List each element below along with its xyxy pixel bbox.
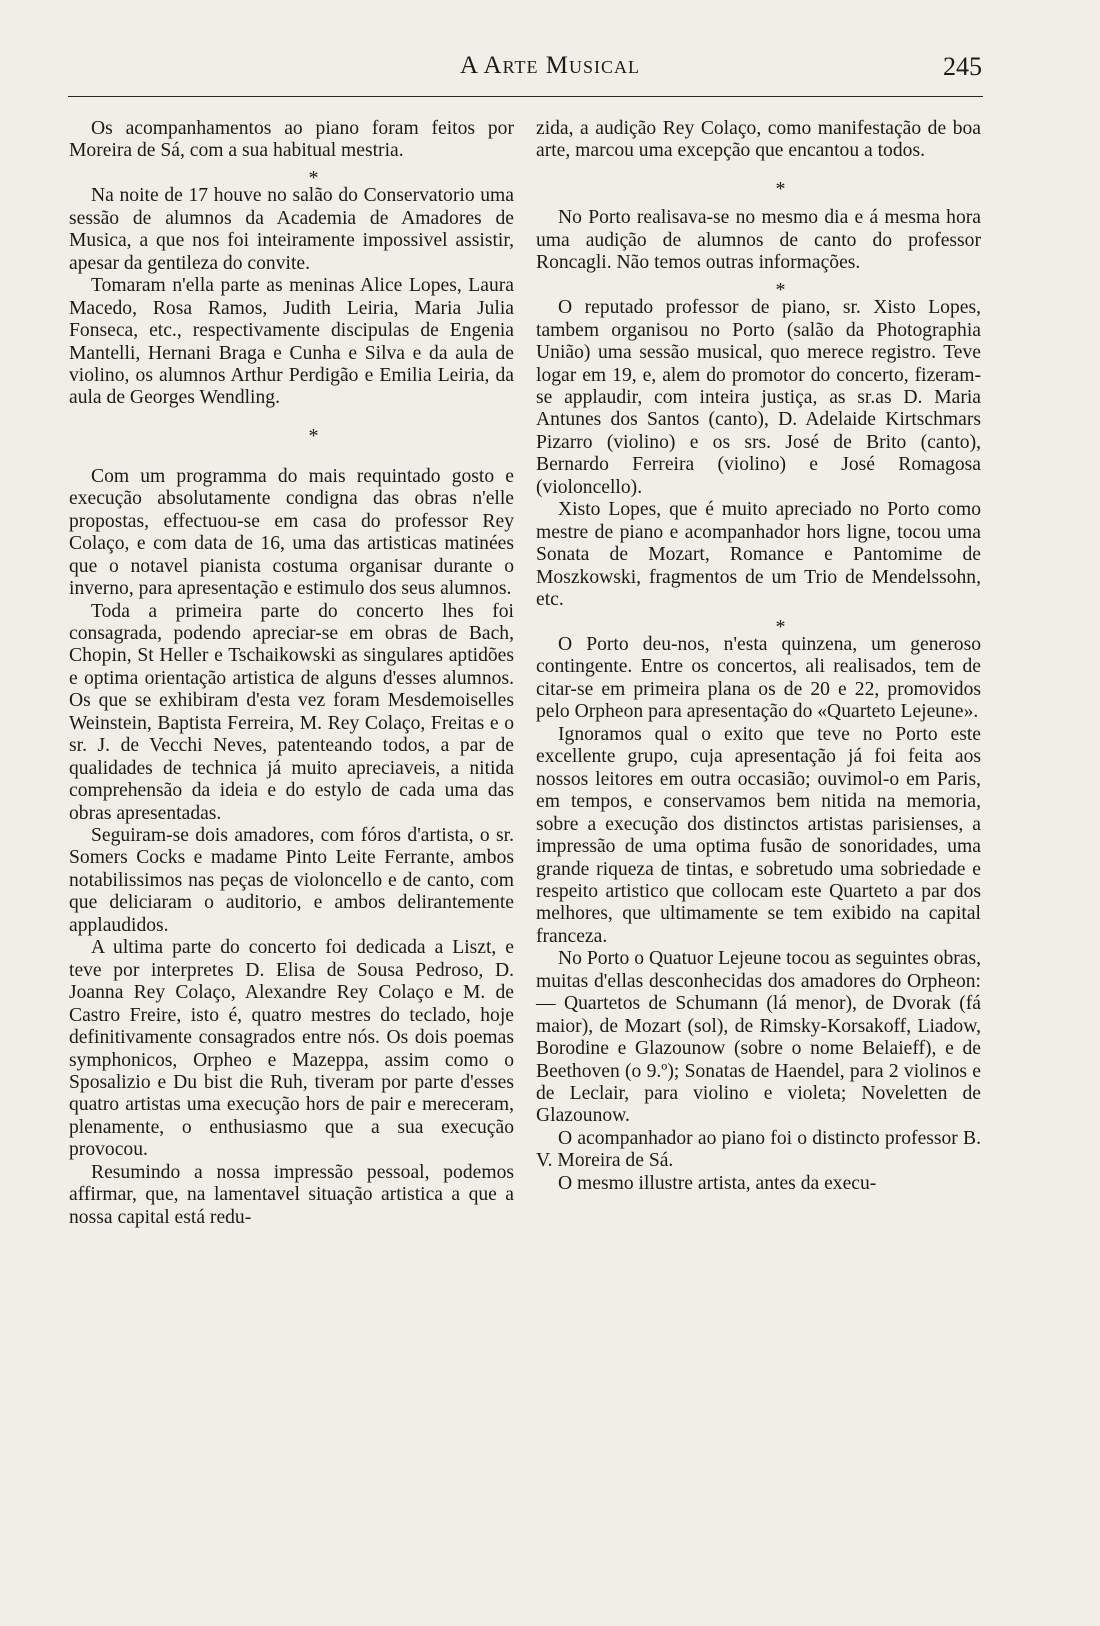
paragraph: Toda a primeira parte do concerto lhes foi consagrada, podendo apreciar-se em obras de Bach, Chopin, St Heller e Tschaikowski as singulares aptidões e optima orientação artistica de alguns d'esses alumnos. Os que se exhibiram d'esta vez foram Mesdemoiselles Weinstein, Baptista Ferreira, M. Rey Colaço, Freitas e o sr. J. de Vecchi Neves, patenteando todos, a par de qualidades de technica já muito apreciaveis, a nitida comprehensão da ideia e do estylo de cada uma das obras apresentadas.: [69, 600, 514, 824]
paragraph: Xisto Lopes, que é muito apreciado no Porto como mestre de piano e acompanhador hors ligne, tocou uma Sonata de Mozart, Romance e Pantomime de Moszkowski, fragmentos de um Trio de Mendelssohn, etc.: [536, 499, 981, 611]
left-column: [69, 118, 514, 1229]
paragraph: Resumindo a nossa impressão pessoal, podemos affirmar, que, na lamentavel situação artistica a que a nossa capital está redu-: [69, 1161, 514, 1228]
paragraph: zida, a audição Rey Colaço, como manifestação de boa arte, marcou uma excepção que encantou a todos.: [536, 118, 981, 162]
paragraph: No Porto o Quatuor Lejeune tocou as seguintes obras, muitas d'ellas desconhecidas dos amadores do Orpheon: — Quartetos de Schumann (lá menor), de Dvorak (fá maior), de Mozart (sol), de Rimsky-Korsakoff, Liadow, Borodine e Glazounow (sobre o nome Belaieff), e de Beethoven (o 9.º); Sonatas de Haendel, para 2 violinos e de Leclair, para violino e violeta; Noveletten de Glazounow.: [536, 948, 981, 1127]
page-number: 245: [943, 52, 982, 81]
section-separator: *: [308, 424, 319, 447]
header-rule: [68, 96, 983, 97]
paragraph: Na noite de 17 houve no salão do Conservatorio uma sessão de alumnos da Academia de Amadores de Musica, a que nos foi inteiramente impossivel assistir, apesar da gentileza do convite.: [69, 185, 514, 274]
paragraph: Tomaram n'ella parte as meninas Alice Lopes, Laura Macedo, Rosa Ramos, Judith Leiria, Maria Julia Fonseca, etc., respectivamente discipulas de Engenia Mantelli, Hernani Braga e Cunha e Silva e da aula de violino, os alumnos Arthur Perdigão e Emilia Leiria, da aula de Georges Wendling.: [69, 275, 514, 409]
paragraph: A ultima parte do concerto foi dedicada a Liszt, e teve por interpretes D. Elisa de Sousa Pedroso, D. Joanna Rey Colaço, Alexandre Rey Colaço e M. de Castro Freire, isto é, quatro mestres do teclado, hoje definitivamente consagrados entre nós. Os dois poemas symphonicos, Orpheo e Mazeppa, assim como o Sposalizio e Du bist die Ruh, tiveram por parte d'esses quatro artistas uma execução hors de pair e mereceram, plenamente, o enthusiasmo que a sua execução provocou.: [69, 937, 514, 1161]
paragraph: Com um programma do mais requintado gosto e execução absolutamente condigna das obras n'elle propostas, effectuou-se em casa do professor Rey Colaço, e com data de 16, uma das artisticas matinées que o notavel pianista costuma organisar durante o inverno, para apresentação e estimulo dos seus alumnos.: [69, 465, 514, 600]
section-separator: *: [775, 177, 786, 200]
paragraph: O acompanhador ao piano foi o distincto professor B. V. Moreira de Sá.: [536, 1127, 981, 1172]
paragraph: O Porto deu-nos, n'esta quinzena, um generoso contingente. Entre os concertos, ali realisados, tem de citar-se em primeira plana os de 20 e 22, promovidos pelo Orpheon para apresentação do «Quarteto Lejeune».: [536, 633, 981, 723]
paragraph: Ignoramos qual o exito que teve no Porto este excellente grupo, cuja apresentação já foi feita aos nossos leitores em outra occasião; ouvimol-o em Paris, em tempos, e conservamos bem nitida na memoria, sobre a execução dos distinctos artistas parisienses, a impressão de uma optima fusão de sonoridades, uma grande riqueza de tintas, e sobretudo uma sobriedade e respeito artistico que collocam este Quarteto a par dos melhores, que ultimamente se tem exibido na capital franceza.: [536, 723, 981, 947]
paragraph: No Porto realisava-se no mesmo dia e á mesma hora uma audição de alumnos de canto do professor Roncagli. Não temos outras informações.: [536, 207, 981, 274]
paragraph: Seguiram-se dois amadores, com fóros d'artista, o sr. Somers Cocks e madame Pinto Leite Ferrante, ambos notabilissimos nas peças de violoncello e de canto, com que deliciaram o auditorio, e ambos delirantemente applaudidos.: [69, 825, 514, 936]
paragraph: O reputado professor de piano, sr. Xisto Lopes, tambem organisou no Porto (salão da Photographia União) uma sessão musical, quo merece registro. Teve logar em 19, e, alem do promotor do concerto, fizeram-se applaudir, com inteira justiça, as sr.as D. Maria Antunes dos Santos (canto), D. Adelaide Kirtschmars Pizarro (violino) e os srs. José de Brito (canto), Bernardo Ferreira (violino) e José Romagosa (violoncello).: [536, 297, 981, 498]
paragraph: O mesmo illustre artista, antes da execu-: [558, 1172, 877, 1194]
running-head-title: A Arte Musical: [460, 52, 640, 79]
section-separator: *: [775, 278, 786, 301]
paragraph: Os acompanhamentos ao piano foram feitos por Moreira de Sá, com a sua habitual mestria.: [69, 118, 514, 162]
right-column: [536, 118, 981, 1195]
section-separator: *: [308, 166, 319, 189]
section-separator: *: [775, 615, 786, 638]
